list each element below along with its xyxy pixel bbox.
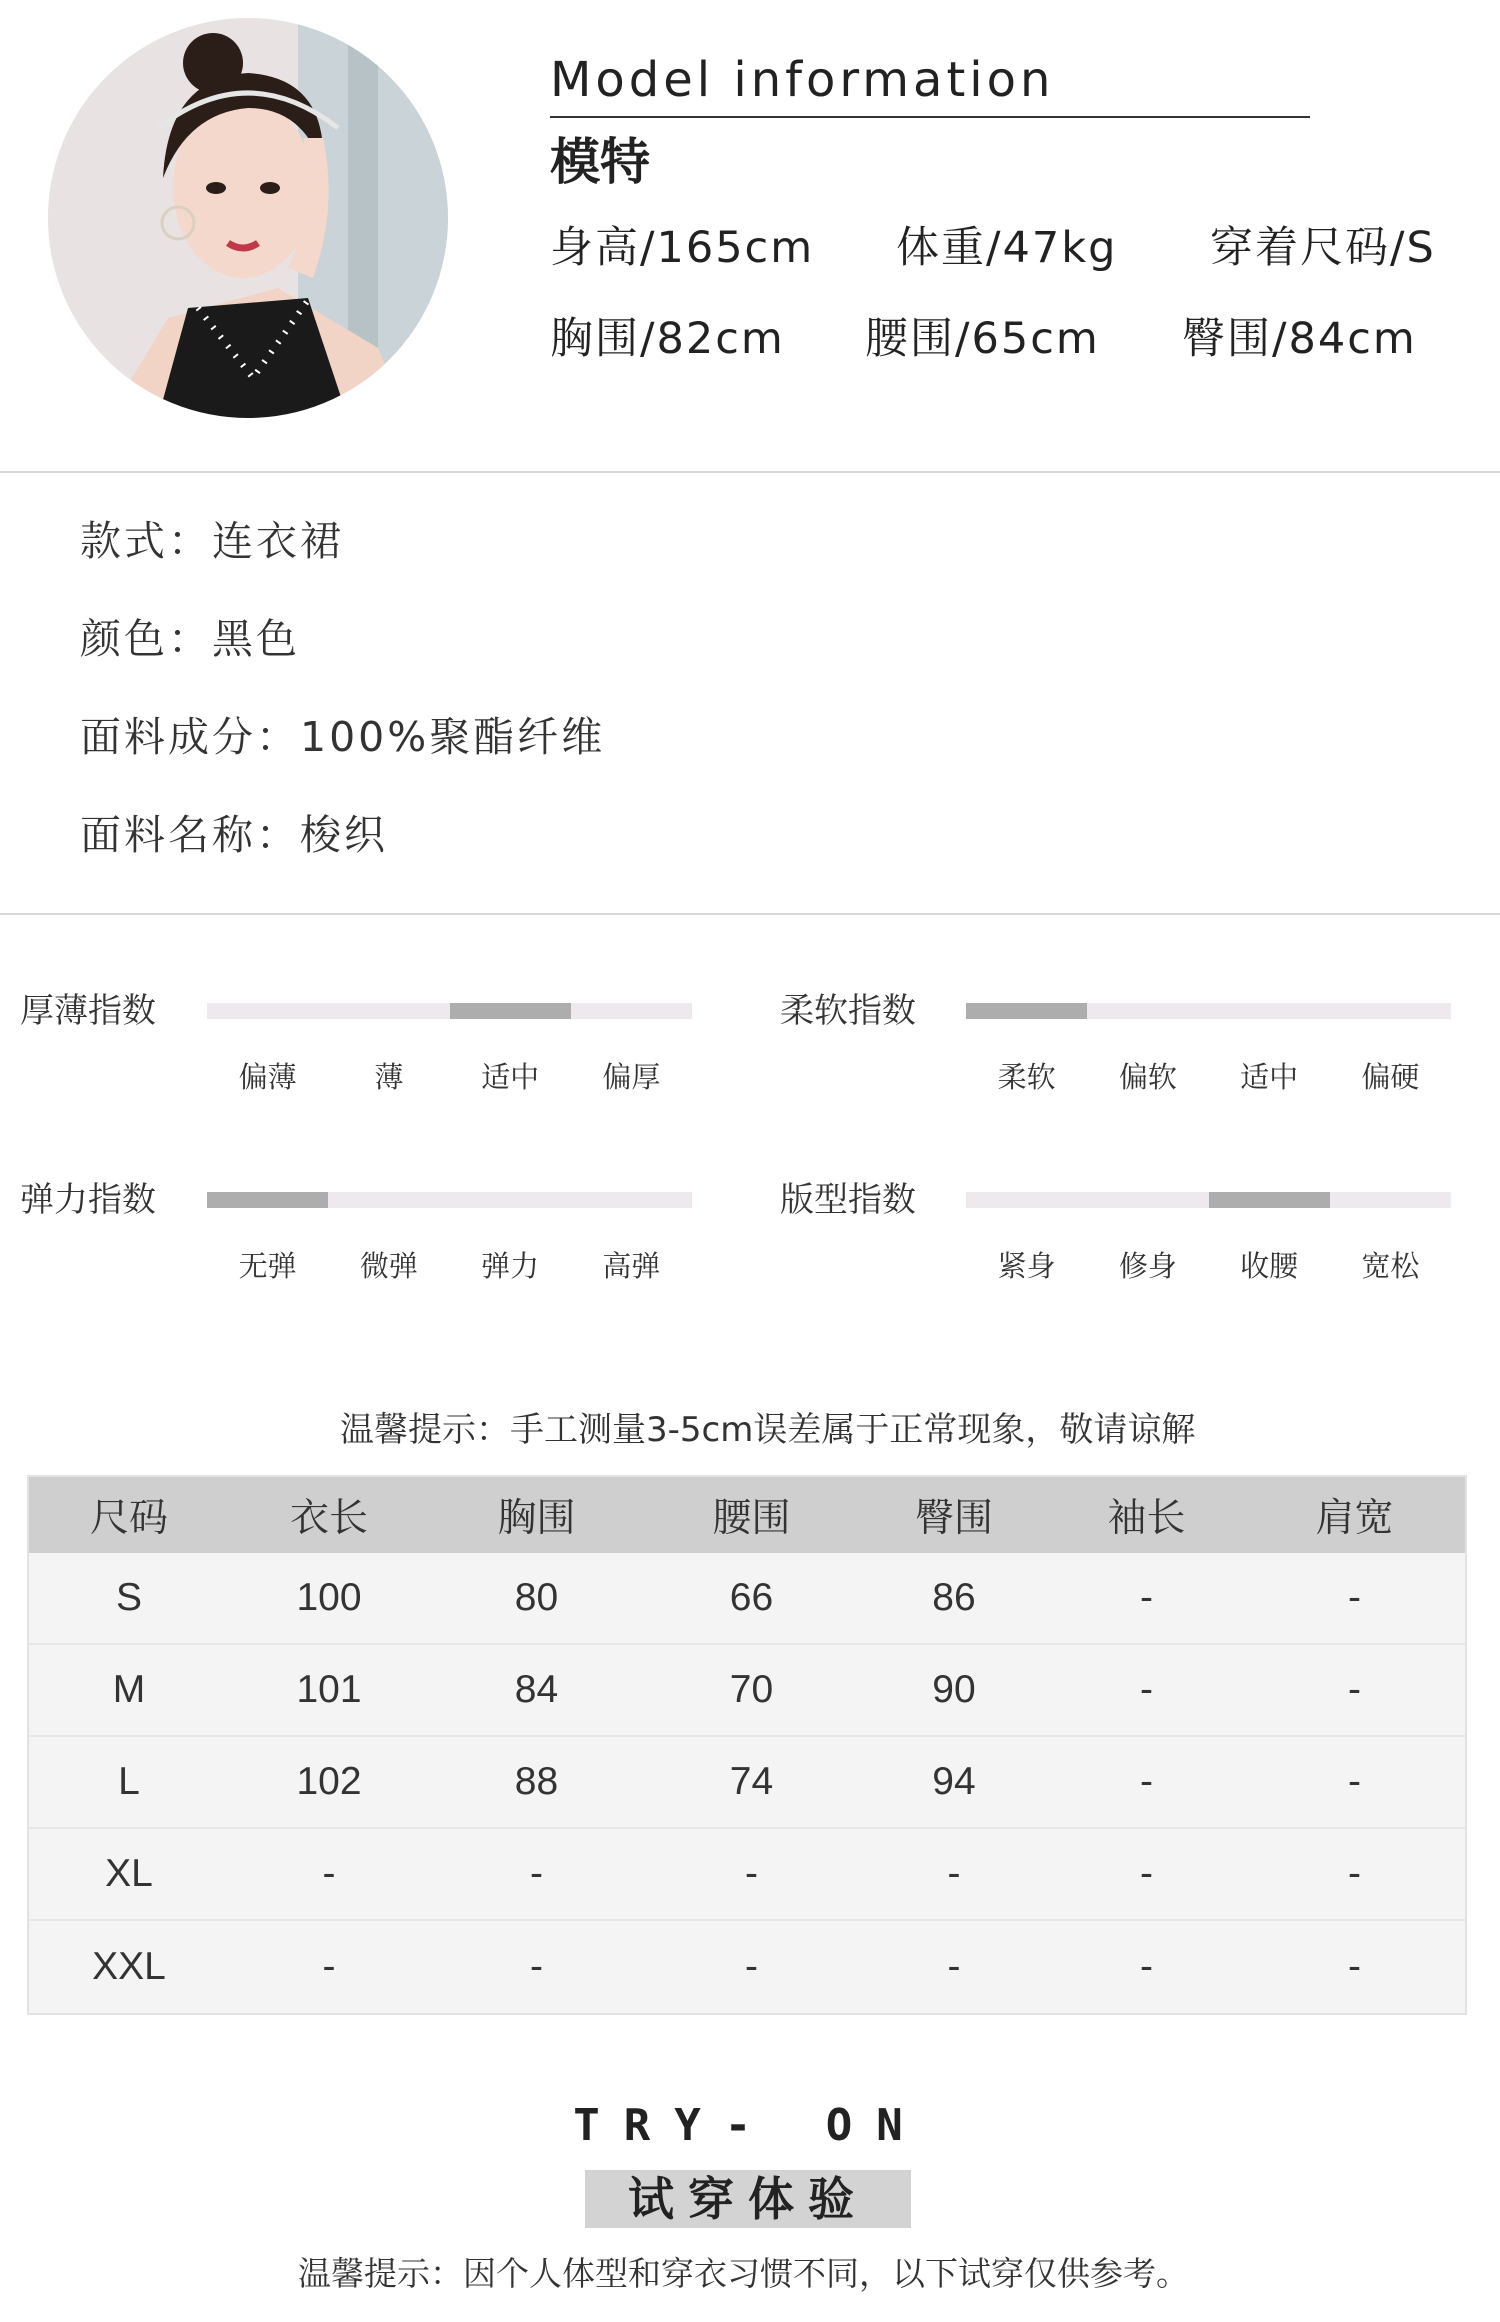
index-selected-segment (207, 1192, 328, 1208)
index-label: 柔软指数 (780, 991, 916, 1031)
table-cell: - (1140, 1945, 1153, 1988)
tryon-title-en: TRY- ON (573, 2100, 927, 2151)
table-cell: 100 (296, 1576, 362, 1619)
size-table (27, 1475, 1467, 2015)
table-header-cell: 臀围 (914, 1497, 993, 1540)
index-label: 厚薄指数 (20, 991, 156, 1031)
table-cell: - (745, 1945, 758, 1988)
attr-style: 款式：连衣裙 (80, 517, 344, 565)
index-track (207, 1192, 692, 1208)
table-cell: - (947, 1945, 961, 1988)
size-note: 温馨提示：手工测量3-5cm误差属于正常现象，敬请谅解 (340, 1410, 1196, 1450)
attr-fabric-name: 面料名称：梭织 (80, 811, 388, 859)
index-option: 偏薄 (238, 1060, 297, 1094)
model-hips: 臀围/84cm (1182, 314, 1417, 364)
table-cell: - (1348, 1945, 1361, 1988)
table-cell: 74 (729, 1760, 774, 1803)
table-cell: 102 (296, 1760, 362, 1803)
table-cell: - (530, 1945, 543, 1988)
model-height: 身高/165cm (550, 223, 815, 273)
index-option: 宽松 (1361, 1249, 1420, 1283)
index-option: 收腰 (1240, 1249, 1299, 1283)
table-header-cell: 衣长 (289, 1497, 368, 1540)
index-track (207, 1003, 692, 1019)
index-option: 高弹 (602, 1249, 661, 1283)
index-option: 无弹 (238, 1249, 297, 1283)
tryon-note: 温馨提示：因个人体型和穿衣习惯不同，以下试穿仅供参考。 (298, 2254, 1189, 2293)
index-label: 弹力指数 (20, 1180, 156, 1220)
tryon-title-cn: 试穿体验 (628, 2172, 868, 2226)
section-divider (0, 913, 1500, 915)
index-option: 偏软 (1118, 1060, 1177, 1094)
table-cell: 88 (514, 1760, 559, 1803)
table-cell: XL (105, 1852, 153, 1895)
table-header-row (29, 1477, 1465, 1553)
table-cell: - (1348, 1576, 1361, 1619)
model-photo (48, 18, 448, 418)
section-divider (0, 471, 1500, 473)
index-option: 修身 (1118, 1249, 1177, 1283)
index-option: 柔软 (997, 1060, 1056, 1094)
index-option: 微弹 (359, 1249, 418, 1283)
index-option: 适中 (1240, 1060, 1299, 1094)
index-selected-segment (450, 1003, 571, 1019)
index-option: 紧身 (997, 1249, 1056, 1283)
model-portrait-icon (48, 18, 448, 418)
table-cell: - (1140, 1668, 1153, 1711)
index-track (966, 1192, 1451, 1208)
table-cell: 70 (729, 1668, 774, 1711)
table-row (29, 1921, 1465, 2013)
table-cell: 90 (932, 1668, 976, 1711)
index-label: 版型指数 (780, 1180, 916, 1220)
table-cell: - (1348, 1760, 1361, 1803)
table-cell: - (530, 1852, 543, 1895)
table-header-cell: 腰围 (712, 1497, 791, 1540)
table-header-cell: 肩宽 (1315, 1497, 1394, 1540)
index-option: 薄 (374, 1060, 404, 1094)
table-cell: - (1348, 1852, 1361, 1895)
model-waist: 腰围/65cm (865, 314, 1100, 364)
model-bust: 胸围/82cm (550, 314, 785, 364)
table-cell: - (1348, 1668, 1361, 1711)
attr-composition: 面料成分：100%聚酯纤维 (80, 713, 606, 761)
model-info-title: Model information (550, 52, 1055, 108)
table-header-cell: 尺码 (89, 1497, 168, 1540)
table-header-cell: 胸围 (497, 1497, 576, 1540)
model-weight: 体重/47kg (896, 223, 1118, 273)
table-row (29, 1829, 1465, 1921)
table-row (29, 1645, 1465, 1737)
title-divider (550, 116, 1310, 118)
index-selected-segment (1209, 1192, 1330, 1208)
table-cell: - (322, 1945, 336, 1988)
table-header-cell: 袖长 (1107, 1497, 1186, 1540)
index-option: 偏硬 (1361, 1060, 1420, 1094)
index-option: 适中 (481, 1060, 540, 1094)
table-cell: - (322, 1852, 336, 1895)
model-size-worn: 穿着尺码/S (1210, 223, 1436, 273)
table-row (29, 1553, 1465, 1645)
table-cell: 84 (514, 1668, 559, 1711)
model-cn-title: 模特 (550, 133, 650, 191)
table-cell: XXL (92, 1945, 166, 1988)
index-selected-segment (966, 1003, 1087, 1019)
table-cell: 86 (932, 1576, 976, 1619)
index-option: 偏厚 (602, 1060, 661, 1094)
table-cell: - (1140, 1760, 1153, 1803)
table-cell: 94 (932, 1760, 976, 1803)
table-cell: - (745, 1852, 758, 1895)
index-track (966, 1003, 1451, 1019)
table-cell: S (115, 1576, 142, 1619)
table-cell: - (1140, 1576, 1153, 1619)
table-cell: 66 (729, 1576, 774, 1619)
table-cell: - (1140, 1852, 1153, 1895)
table-cell: 80 (514, 1576, 559, 1619)
table-cell: M (112, 1668, 146, 1711)
attr-color: 颜色：黑色 (80, 615, 300, 663)
index-option: 弹力 (481, 1249, 540, 1283)
table-cell: 101 (296, 1668, 362, 1711)
table-row (29, 1737, 1465, 1829)
table-cell: L (118, 1760, 140, 1803)
table-cell: - (947, 1852, 961, 1895)
